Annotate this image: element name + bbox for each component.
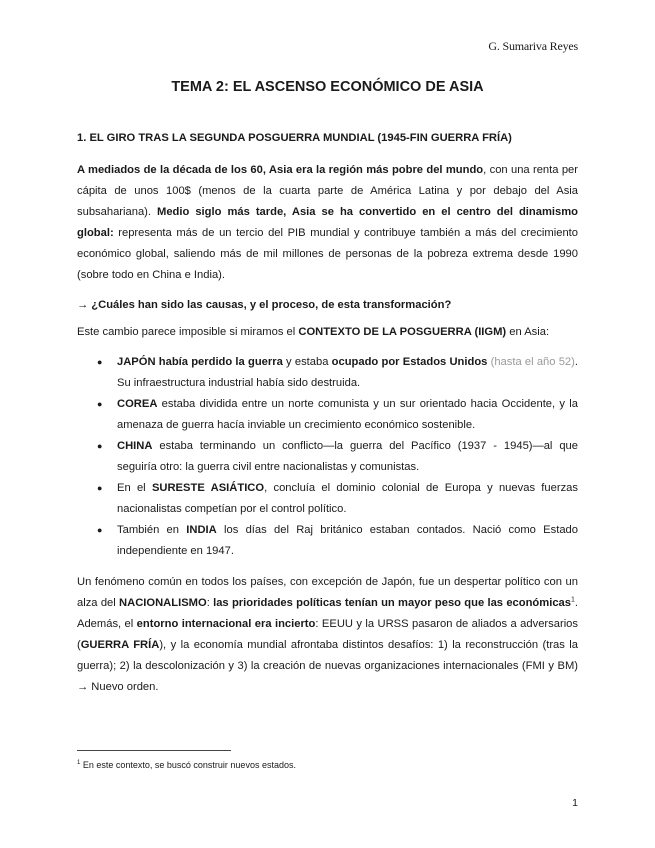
bold-phrase: CONTEXTO DE LA POSGUERRA (IIGM): [298, 326, 507, 338]
list-item-japan: [97, 352, 578, 394]
page-title: TEMA 2: EL ASCENSO ECONÓMICO DE ASIA: [171, 79, 484, 95]
bold-phrase: CHINA: [117, 440, 153, 452]
footnote-text: En este contexto, se buscó construir nuevos estados.: [80, 760, 296, 770]
text-run: . Además, el: [77, 597, 579, 630]
text-run: Un fenómeno común en todos los países, con excepción de Japón, fue un despertar político con un alza del: [77, 576, 578, 609]
bold-phrase: INDIA: [186, 524, 217, 536]
list-item-india: [97, 520, 578, 562]
main-content: [77, 132, 578, 707]
text-run: estaba terminando un conflicto—la guerra del Pacífico (1937 - 1945)—al que seguiría otro: la guerra civil entre nacionalistas y comunistas.: [117, 440, 578, 473]
text-run: estaba dividida entre un norte comunista y un sur orientado hacia Occidente, y la amenaza de guerra hacía inviable un crecimiento económico sostenible.: [117, 398, 578, 431]
footnote-divider: [77, 750, 231, 751]
bold-phrase: ocupado por Estados Unidos: [331, 356, 488, 368]
footnote: [77, 760, 296, 770]
bold-phrase: A mediados de la década de los 60, Asia era la región más pobre del mundo: [77, 164, 484, 176]
text-run: También en: [117, 524, 187, 536]
question-line: [77, 295, 578, 316]
text-run: los días del Raj británico estaban contados. Nació como Estado independiente en 1947.: [117, 524, 578, 557]
bullet-icon: ●: [97, 357, 103, 367]
bold-phrase: SURESTE ASIÁTICO: [151, 482, 265, 494]
bullet-icon: ●: [97, 399, 103, 409]
bold-phrase: las prioridades políticas tenían un mayor peso que las económicas: [213, 597, 571, 609]
bullet-icon: ●: [97, 525, 103, 535]
text-run: y estaba: [282, 356, 332, 368]
nationalism-paragraph: [77, 572, 578, 698]
text-run: en Asia:: [506, 326, 550, 338]
text-run: En el: [117, 482, 152, 494]
list-item-korea: [97, 394, 578, 436]
gray-note: (hasta el año 52): [487, 356, 575, 368]
text-run: representa más de un tercio del PIB mundial y contribuye también a más del crecimiento económico global, saliendo más de mil millones de personas de la pobreza extrema desde 1990 (sobre todo en China e India).: [77, 227, 578, 281]
text-run: :: [206, 597, 214, 609]
question-text: ¿Cuáles han sido las causas, y el proceso, de esta transformación?: [88, 299, 452, 311]
text-run: ), y la economía mundial afrontaba distintos desafíos: 1) la reconstrucción (tras la guerra); 2) la descolonización y 3) la creación de nuevas organizaciones internacionales (FMI y BM) → Nuevo orden.: [77, 639, 578, 693]
text-run: , con una renta per cápita de unos 100$ (menos de la cuarta parte de América Latina y por debajo del Asia subsahariana).: [77, 164, 578, 218]
bold-phrase: GUERRA FRÍA: [80, 639, 160, 651]
context-list: [77, 352, 578, 562]
page-number: 1: [572, 797, 578, 809]
list-item-southeast-asia: [97, 478, 578, 520]
arrow-icon: →: [77, 299, 89, 311]
context-paragraph: [77, 322, 578, 343]
bold-phrase: JAPÓN había perdido la guerra: [117, 356, 283, 368]
list-item-china: [97, 436, 578, 478]
text-run: Este cambio parece imposible si miramos el: [77, 326, 299, 338]
intro-paragraph: [77, 160, 578, 286]
bold-phrase: NACIONALISMO: [119, 597, 207, 609]
bold-phrase: Medio siglo más tarde, Asia se ha convertido en el centro del dinamismo global:: [77, 206, 578, 239]
header-author: G. Sumariva Reyes: [488, 39, 578, 53]
text-run: . Su infraestructura industrial había sido destruida.: [117, 356, 578, 389]
footnote-reference[interactable]: 1: [571, 596, 575, 604]
text-run: , concluía el dominio colonial de Europa y nuevas fuerzas nacionalistas competían por el control político.: [117, 482, 578, 515]
text-run: : EEUU y la URSS pasaron de aliados a adversarios (: [77, 618, 578, 651]
bullet-icon: ●: [97, 483, 103, 493]
bold-phrase: COREA: [117, 398, 158, 410]
section-heading: 1. EL GIRO TRAS LA SEGUNDA POSGUERRA MUNDIAL (1945-FIN GUERRA FRÍA): [77, 132, 512, 144]
footnote-marker: 1: [77, 760, 81, 766]
bullet-icon: ●: [97, 441, 103, 451]
bold-phrase: entorno internacional era incierto: [136, 618, 316, 630]
